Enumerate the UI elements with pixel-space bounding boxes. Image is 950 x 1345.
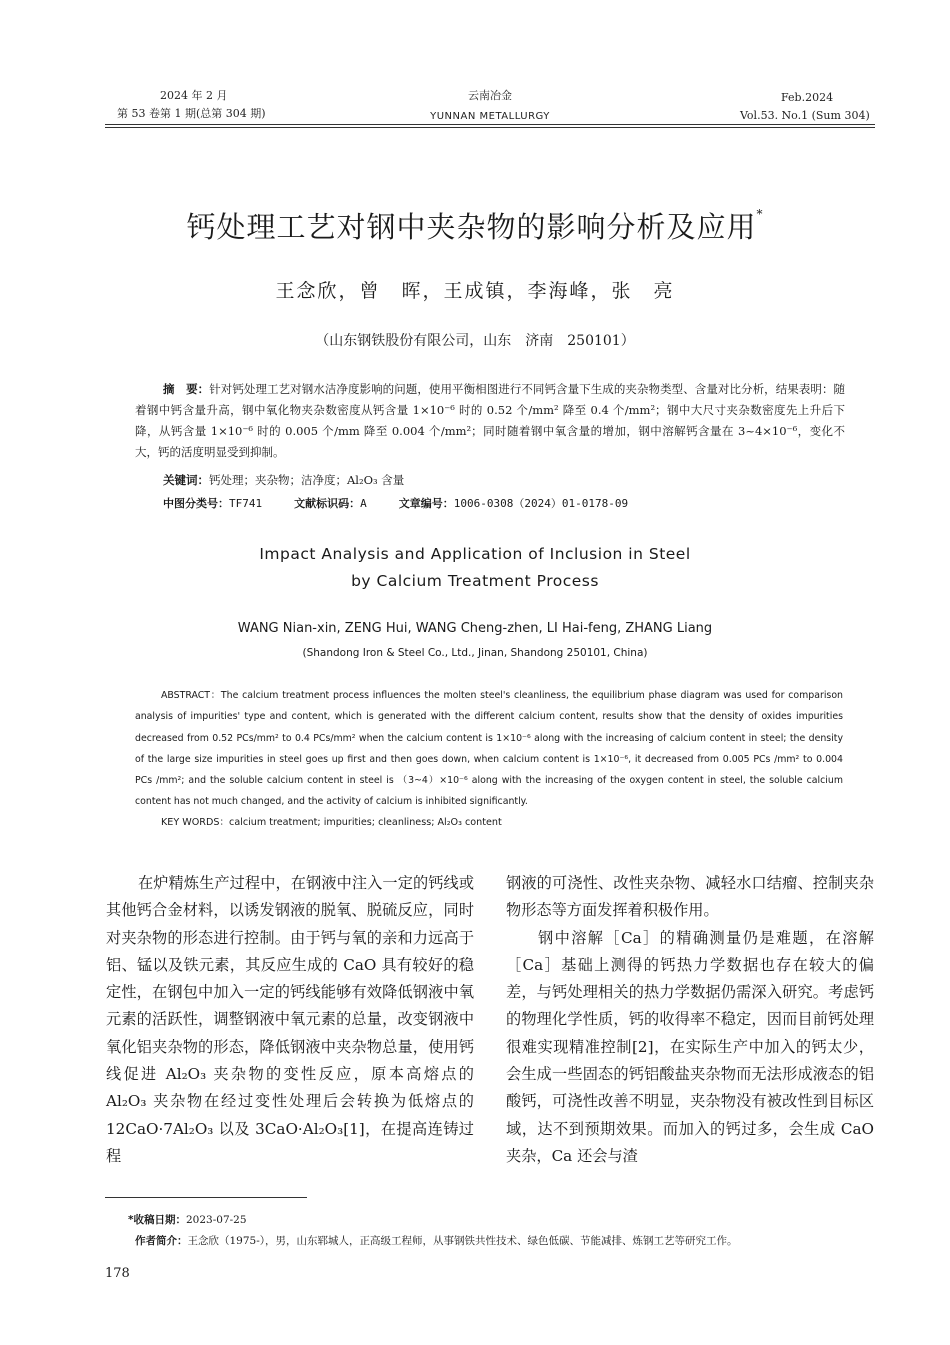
doc-code-label: 文献标识码： [294, 497, 361, 510]
received-value: 2023-07-25 [186, 1214, 247, 1226]
affiliation-en: (Shandong Iron & Steel Co., Ltd., Jinan, Shandong 250101, China) [302, 647, 648, 659]
abstract-cn-text: 针对钙处理工艺对钢水洁净度影响的问题，使用平衡相图进行不同钙含量下生成的夹杂物类型、含量对比分析，结果表明：随着钢中钙含量升高，钢中氧化物夹杂数密度从钙含量 1×10⁻⁶ 时的 0.52 个/mm² 降至 0.4 个/mm²；钢中大尺寸夹杂数密度先上升后下降，从钙含量 1×10⁻⁶ 时的 0.005 个/mm 降至 0.004 个/mm²；同时随着钢中氧含量的增加，钢中溶解钙含量在 3~4×10⁻⁶，变化不大，钙的活度明显受到抑制。 [135, 382, 846, 459]
body-right-column [506, 870, 874, 1170]
affiliation: （山东钢铁股份有限公司，山东 济南 250101） [315, 333, 635, 349]
abstract-en [135, 685, 843, 813]
header-volume: 第 53 卷第 1 期(总第 304 期) [117, 107, 266, 120]
header-rule [105, 124, 875, 125]
header-date-en: Feb.2024 [781, 91, 834, 104]
bio-label: 作者简介： [135, 1235, 188, 1247]
keywords-cn-label: 关键词： [163, 473, 209, 487]
bio-value: 王念欣（1975-），男，山东郓城人，正高级工程师，从事钢铁共性技术、绿色低碳、节能减排、炼钢工艺等研究工作。 [187, 1235, 738, 1247]
classification [163, 496, 628, 512]
body-left-column [106, 870, 474, 1170]
keywords-cn-text: 钙处理；夹杂物；洁净度；Al₂O₃ 含量 [209, 473, 405, 487]
authors: 王念欣，曾 晖，王成镇，李海峰，张 亮 [275, 280, 675, 302]
article-no-value: 1006-0308（2024）01-0178-09 [453, 497, 629, 510]
header-volume-en: Vol.53. No.1 (Sum 304) [740, 109, 870, 122]
title-en-line2: by Calcium Treatment Process [351, 572, 599, 590]
footnote-received [128, 1213, 247, 1227]
abstract-en-text: The calcium treatment process influences the molten steel's cleanliness, the equilibrium phase diagram was used for comparison analysis of impurities' type and content, which is generated with the different calcium content, results show that the density of oxides impurities decreased from 0.52 PCs/mm² to 0.4 PCs/mm² when the calcium content is 1×10⁻⁶ along with the increasing of calcium content in steel; the density of the large size impurities in steel goes up first and then goes down, when calcium content is 1×10⁻⁶, it decreased from 0.005 PCs /mm² to 0.004 PCs /mm²; and the soluble calcium content in steel is （3~4）×10⁻⁶ along with the increasing of the oxygen content in steel, the soluble calcium content has not much changed, and the activity of calcium is inhibited significantly. [135, 690, 843, 808]
paper-title-text: 钙处理工艺对钢中夹杂物的影响分析及应用 [186, 210, 757, 244]
keywords-en-label: KEY WORDS： [161, 817, 230, 828]
abstract-cn [135, 379, 845, 463]
doc-code-value: A [360, 497, 367, 510]
article-no-label: 文章编号： [398, 497, 454, 510]
footnote-rule [105, 1197, 307, 1198]
header-journal-en: YUNNAN METALLURGY [430, 111, 550, 122]
title-footnote-mark: * [756, 207, 764, 221]
keywords-cn [163, 472, 404, 488]
authors-en: WANG Nian-xin, ZENG Hui, WANG Cheng-zhen, LI Hai-feng, ZHANG Liang [237, 621, 713, 636]
keywords-en-text: calcium treatment; impurities; cleanliness; Al₂O₃ content [229, 817, 502, 828]
received-label: *收稿日期： [128, 1214, 186, 1226]
header-journal-cn: 云南冶金 [468, 89, 512, 102]
page-number: 178 [105, 1266, 130, 1281]
title-en-line1: Impact Analysis and Application of Inclusion in Steel [259, 545, 691, 563]
clc-label: 中图分类号： [163, 497, 229, 510]
clc-value: TF741 [229, 497, 263, 510]
header-date: 2024 年 2 月 [160, 89, 228, 102]
abstract-en-label: ABSTRACT： [161, 690, 221, 701]
body-paragraph: 钢中溶解［Ca］的精确测量仍是难题，在溶解［Ca］基础上测得的钙热力学数据也存在较大的偏差，与钙处理相关的热力学数据仍需深入研究。考虑钙的物理化学性质，钙的收得率不稳定，因而目前钙处理很难实现精准控制[2]，在实际生产中加入的钙太少，会生成一些固态的钙铝酸盐夹杂物而无法形成液态的铝酸钙，可浇性改善不明显，夹杂物没有被改性到目标区域，达不到预期效果。而加入的钙过多，会生成 CaO 夹杂，Ca 还会与渣 [506, 928, 874, 1165]
header-rule-thin [105, 127, 875, 128]
footnote-bio [135, 1234, 738, 1248]
body-paragraph-continued: 钢液的可浇性、改性夹杂物、减轻水口结瘤、控制夹杂物形态等方面发挥着积极作用。 [506, 874, 874, 920]
keywords-en [161, 814, 502, 828]
abstract-cn-label: 摘 要： [163, 382, 210, 396]
body-paragraph: 在炉精炼生产过程中，在钢液中注入一定的钙线或其他钙合金材料，以诱发钢液的脱氧、脱硫反应，同时对夹杂物的形态进行控制。由于钙与氧的亲和力远高于铝、锰以及铁元素，其反应生成的 CaO 具有较好的稳定性，在钢包中加入一定的钙线能够有效降低钢液中氧元素的活跃性，调整钢液中氧元素的总量，改变钢液中氧化铝夹杂物的形态，降低钢液中夹杂物总量，使用钙线促进 Al₂O₃ 夹杂物的变性反应，原本高熔点的 Al₂O₃ 夹杂物在经过变性处理后会转换为低熔点的 12CaO·7Al₂O₃ 以及 3CaO·Al₂O₃[1]，在提高连铸过程 [106, 874, 474, 1165]
paper-title [0, 205, 950, 246]
